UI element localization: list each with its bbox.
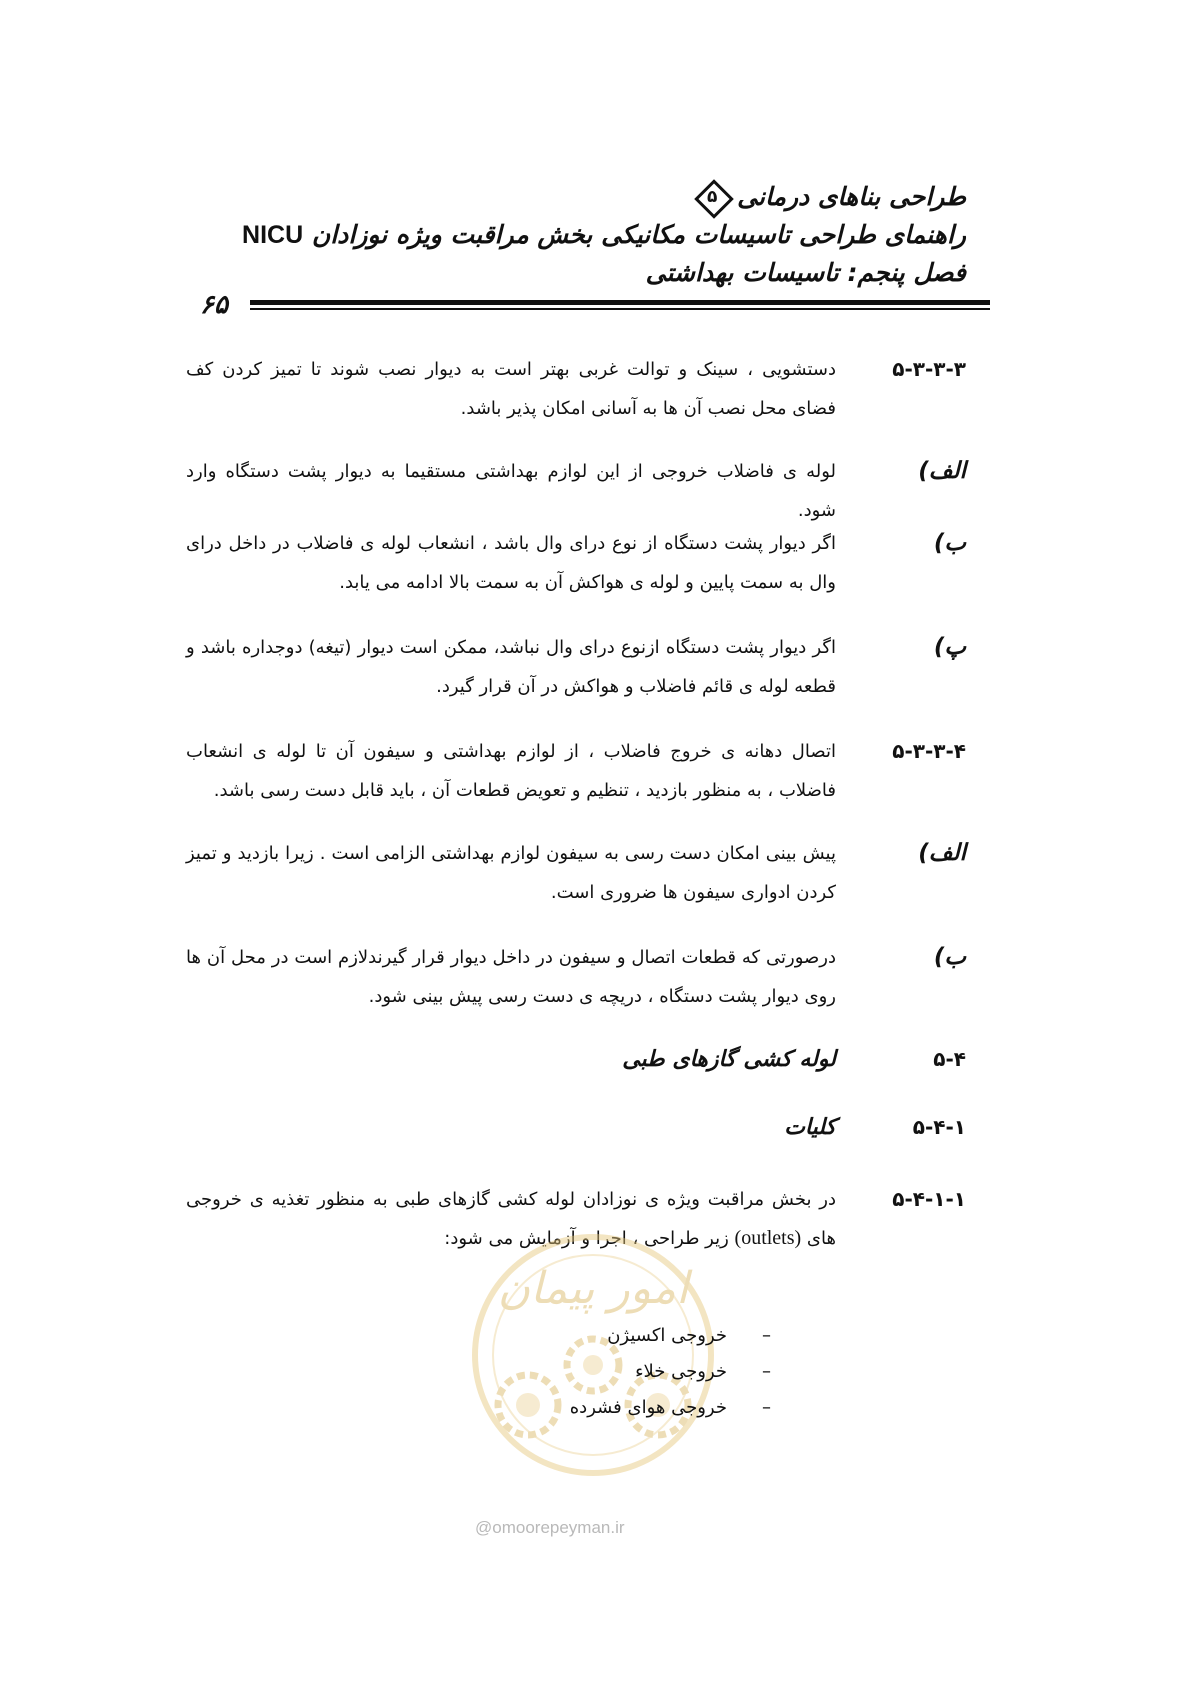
- clause-text: اتصال دهانه ی خروج فاضلاب ، از لوازم بهداشتی و سیفون آن تا لوله ی انشعاب فاضلاب ، به منظور بازدید ، تنظیم و تعویض قطعات آن ، باید قابل دست رسی باشد.: [186, 741, 836, 801]
- outlet-list: [570, 1318, 771, 1426]
- sub-clause-letter: ب): [933, 944, 966, 970]
- divider-thick: [250, 300, 990, 305]
- header-line-1: [206, 178, 966, 216]
- sub-clause-letter: الف): [918, 840, 966, 866]
- bullet-dash: –: [762, 1325, 771, 1346]
- header-chapter-title: فصل پنجم: تاسیسات بهداشتی: [645, 258, 966, 287]
- header-line-3: [206, 254, 966, 292]
- divider-thin: [250, 308, 990, 310]
- sub-clause-text: اگر دیوار پشت دستگاه ازنوع درای وال نباشد، ممکن است دیوار (تیغه) دوجداره باشد و قطعه لوله ی قائم فاضلاب و هواکش در آن قرار گیرد.: [186, 637, 836, 697]
- chapter-number: ۵: [706, 187, 718, 207]
- watermark-text: امور پیمان: [497, 1263, 689, 1314]
- clause-text-tail: زیر طراحی ، اجرا و آزمایش می شود:: [444, 1228, 729, 1249]
- watermark-url: @omoorepeyman.ir: [475, 1518, 625, 1537]
- clause-text-english: (outlets): [734, 1227, 802, 1249]
- clause-number: ۵-۳-۳-۴: [892, 739, 966, 763]
- clause-text: دستشویی ، سینک و توالت غربی بهتر است به دیوار نصب شوند تا تمیز کردن کف فضای محل نصب آن ها به آسانی امکان پذیر باشد.: [186, 359, 836, 419]
- list-item-text: خروجی هوای فشرده: [569, 1397, 727, 1418]
- sub-clause-text: لوله ی فاضلاب خروجی از این لوازم بهداشتی مستقیما به دیوار پشت دستگاه وارد شود.: [186, 461, 836, 521]
- bullet-dash: –: [762, 1361, 771, 1382]
- section-title: لوله کشی گازهای طبی: [622, 1047, 836, 1072]
- sub-clause-text: پیش بینی امکان دست رسی به سیفون لوازم بهداشتی الزامی است . زیرا بازدید و تمیز کردن ادواری سیفون ها ضروری است.: [186, 843, 836, 903]
- chapter-number-badge: [695, 180, 729, 214]
- header-guide-title: راهنمای طراحی تاسیسات مکانیکی بخش مراقبت ویژه نوزادان: [311, 220, 966, 249]
- list-item: [570, 1318, 771, 1354]
- list-item: [570, 1390, 771, 1426]
- sub-clause-text: اگر دیوار پشت دستگاه از نوع درای وال باشد ، انشعاب لوله ی فاضلاب در داخل درای وال به سمت پایین و لوله ی هواکش آن به سمت بالا ادامه می یابد.: [186, 533, 836, 593]
- bullet-dash: –: [762, 1397, 771, 1418]
- list-item-text: خروجی اکسیژن: [607, 1325, 727, 1346]
- clause-number: ۵-۳-۳-۳: [892, 357, 966, 381]
- sub-clause-letter: ب): [933, 530, 966, 556]
- list-item-text: خروجی خلاء: [635, 1361, 727, 1382]
- subsection-title: کلیات: [784, 1115, 836, 1140]
- clause-text-start: در بخش مراقبت ویژه ی نوزادان لوله کشی گازهای طبی به منظور تغذیه ی خروجی های: [186, 1189, 836, 1249]
- header-nicu: NICU: [242, 221, 304, 249]
- section-number: ۵-۴: [933, 1047, 966, 1071]
- list-item: [570, 1354, 771, 1390]
- page-number: ۶۵: [200, 290, 228, 320]
- subsection-number: ۵-۴-۱: [912, 1115, 966, 1139]
- header-series-title: طراحی بناهای درمانی: [737, 182, 966, 211]
- sub-clause-text: درصورتی که قطعات اتصال و سیفون در داخل دیوار قرار گیرندلازم است در محل آن ها روی دیوار پشت دستگاه ، دریچه ی دست رسی پیش بینی شود.: [186, 947, 836, 1007]
- sub-clause-letter: پ): [933, 634, 966, 660]
- clause-number: ۵-۴-۱-۱: [892, 1187, 966, 1211]
- header-line-2: [206, 216, 966, 254]
- sub-clause-letter: الف): [918, 458, 966, 484]
- page-header: [206, 178, 966, 292]
- header-rule: [200, 290, 990, 322]
